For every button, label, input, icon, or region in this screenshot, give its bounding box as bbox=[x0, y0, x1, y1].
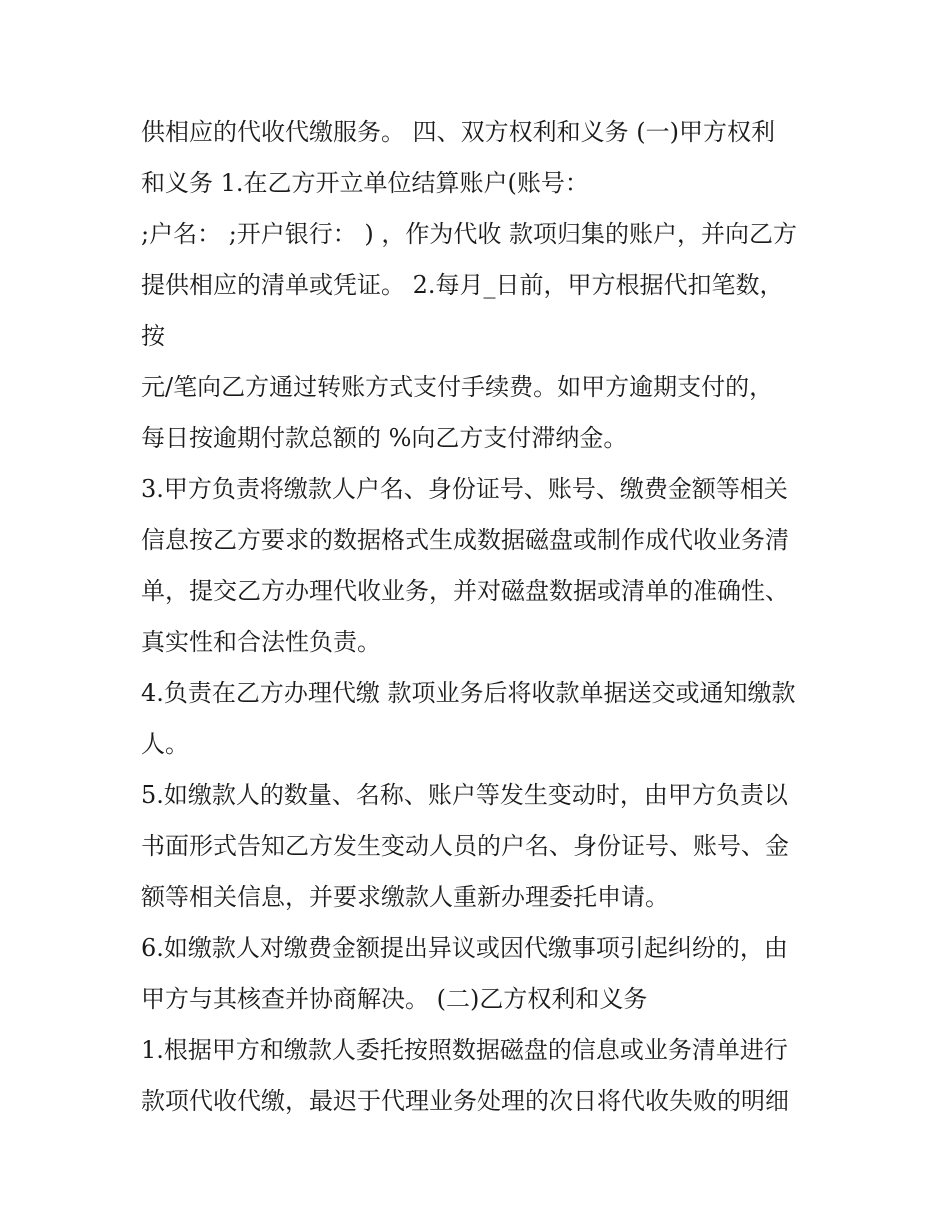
text-line-5: 按 bbox=[141, 322, 165, 350]
text-line-14: 5.如缴款人的数量、名称、账户等发生变动时，由甲方负责以 bbox=[141, 781, 788, 809]
text-line-9: 信息按乙方要求的数据格式生成数据磁盘或制作成代收业务清 bbox=[141, 526, 789, 554]
text-line-2: 和义务 1.在乙方开立单位结算账户(账号： bbox=[141, 169, 589, 197]
text-line-13: 人。 bbox=[141, 730, 189, 758]
text-line-10: 单，提交乙方办理代收业务，并对磁盘数据或清单的准确性、 bbox=[141, 577, 789, 605]
text-line-15: 书面形式告知乙方发生变动人员的户名、身份证号、账号、金 bbox=[141, 832, 789, 860]
document-body bbox=[141, 107, 821, 1127]
text-line-20: 款项代收代缴，最迟于代理业务处理的次日将代收失败的明细 bbox=[141, 1087, 789, 1115]
text-line-7: 每日按逾期付款总额的 %向乙方支付滞纳金。 bbox=[141, 424, 628, 452]
text-line-1: 供相应的代收代缴服务。 四、双方权利和义务 (一)甲方权利 bbox=[141, 118, 775, 146]
text-line-6: 元/笔向乙方通过转账方式支付手续费。如甲方逾期支付的， bbox=[141, 373, 774, 401]
text-line-16: 额等相关信息，并要求缴款人重新办理委托申请。 bbox=[141, 883, 669, 911]
text-line-18: 甲方与其核查并协商解决。 (二)乙方权利和义务 bbox=[141, 985, 648, 1013]
text-line-17: 6.如缴款人对缴费金额提出异议或因代缴事项引起纠纷的，由 bbox=[141, 934, 788, 962]
text-line-12: 4.负责在乙方办理代缴 款项业务后将收款单据送交或通知缴款 bbox=[141, 679, 796, 707]
text-line-8: 3.甲方负责将缴款人户名、身份证号、账号、缴费金额等相关 bbox=[141, 475, 788, 503]
text-line-19: 1.根据甲方和缴款人委托按照数据磁盘的信息或业务清单进行 bbox=[141, 1036, 788, 1064]
text-line-4: 提供相应的清单或凭证。 2.每月_日前，甲方根据代扣笔数， bbox=[141, 271, 784, 299]
text-line-3: ;户名： ;开户银行： ) ，作为代收 款项归集的账户，并向乙方 bbox=[141, 220, 798, 248]
text-line-11: 真实性和合法性负责。 bbox=[141, 628, 381, 656]
